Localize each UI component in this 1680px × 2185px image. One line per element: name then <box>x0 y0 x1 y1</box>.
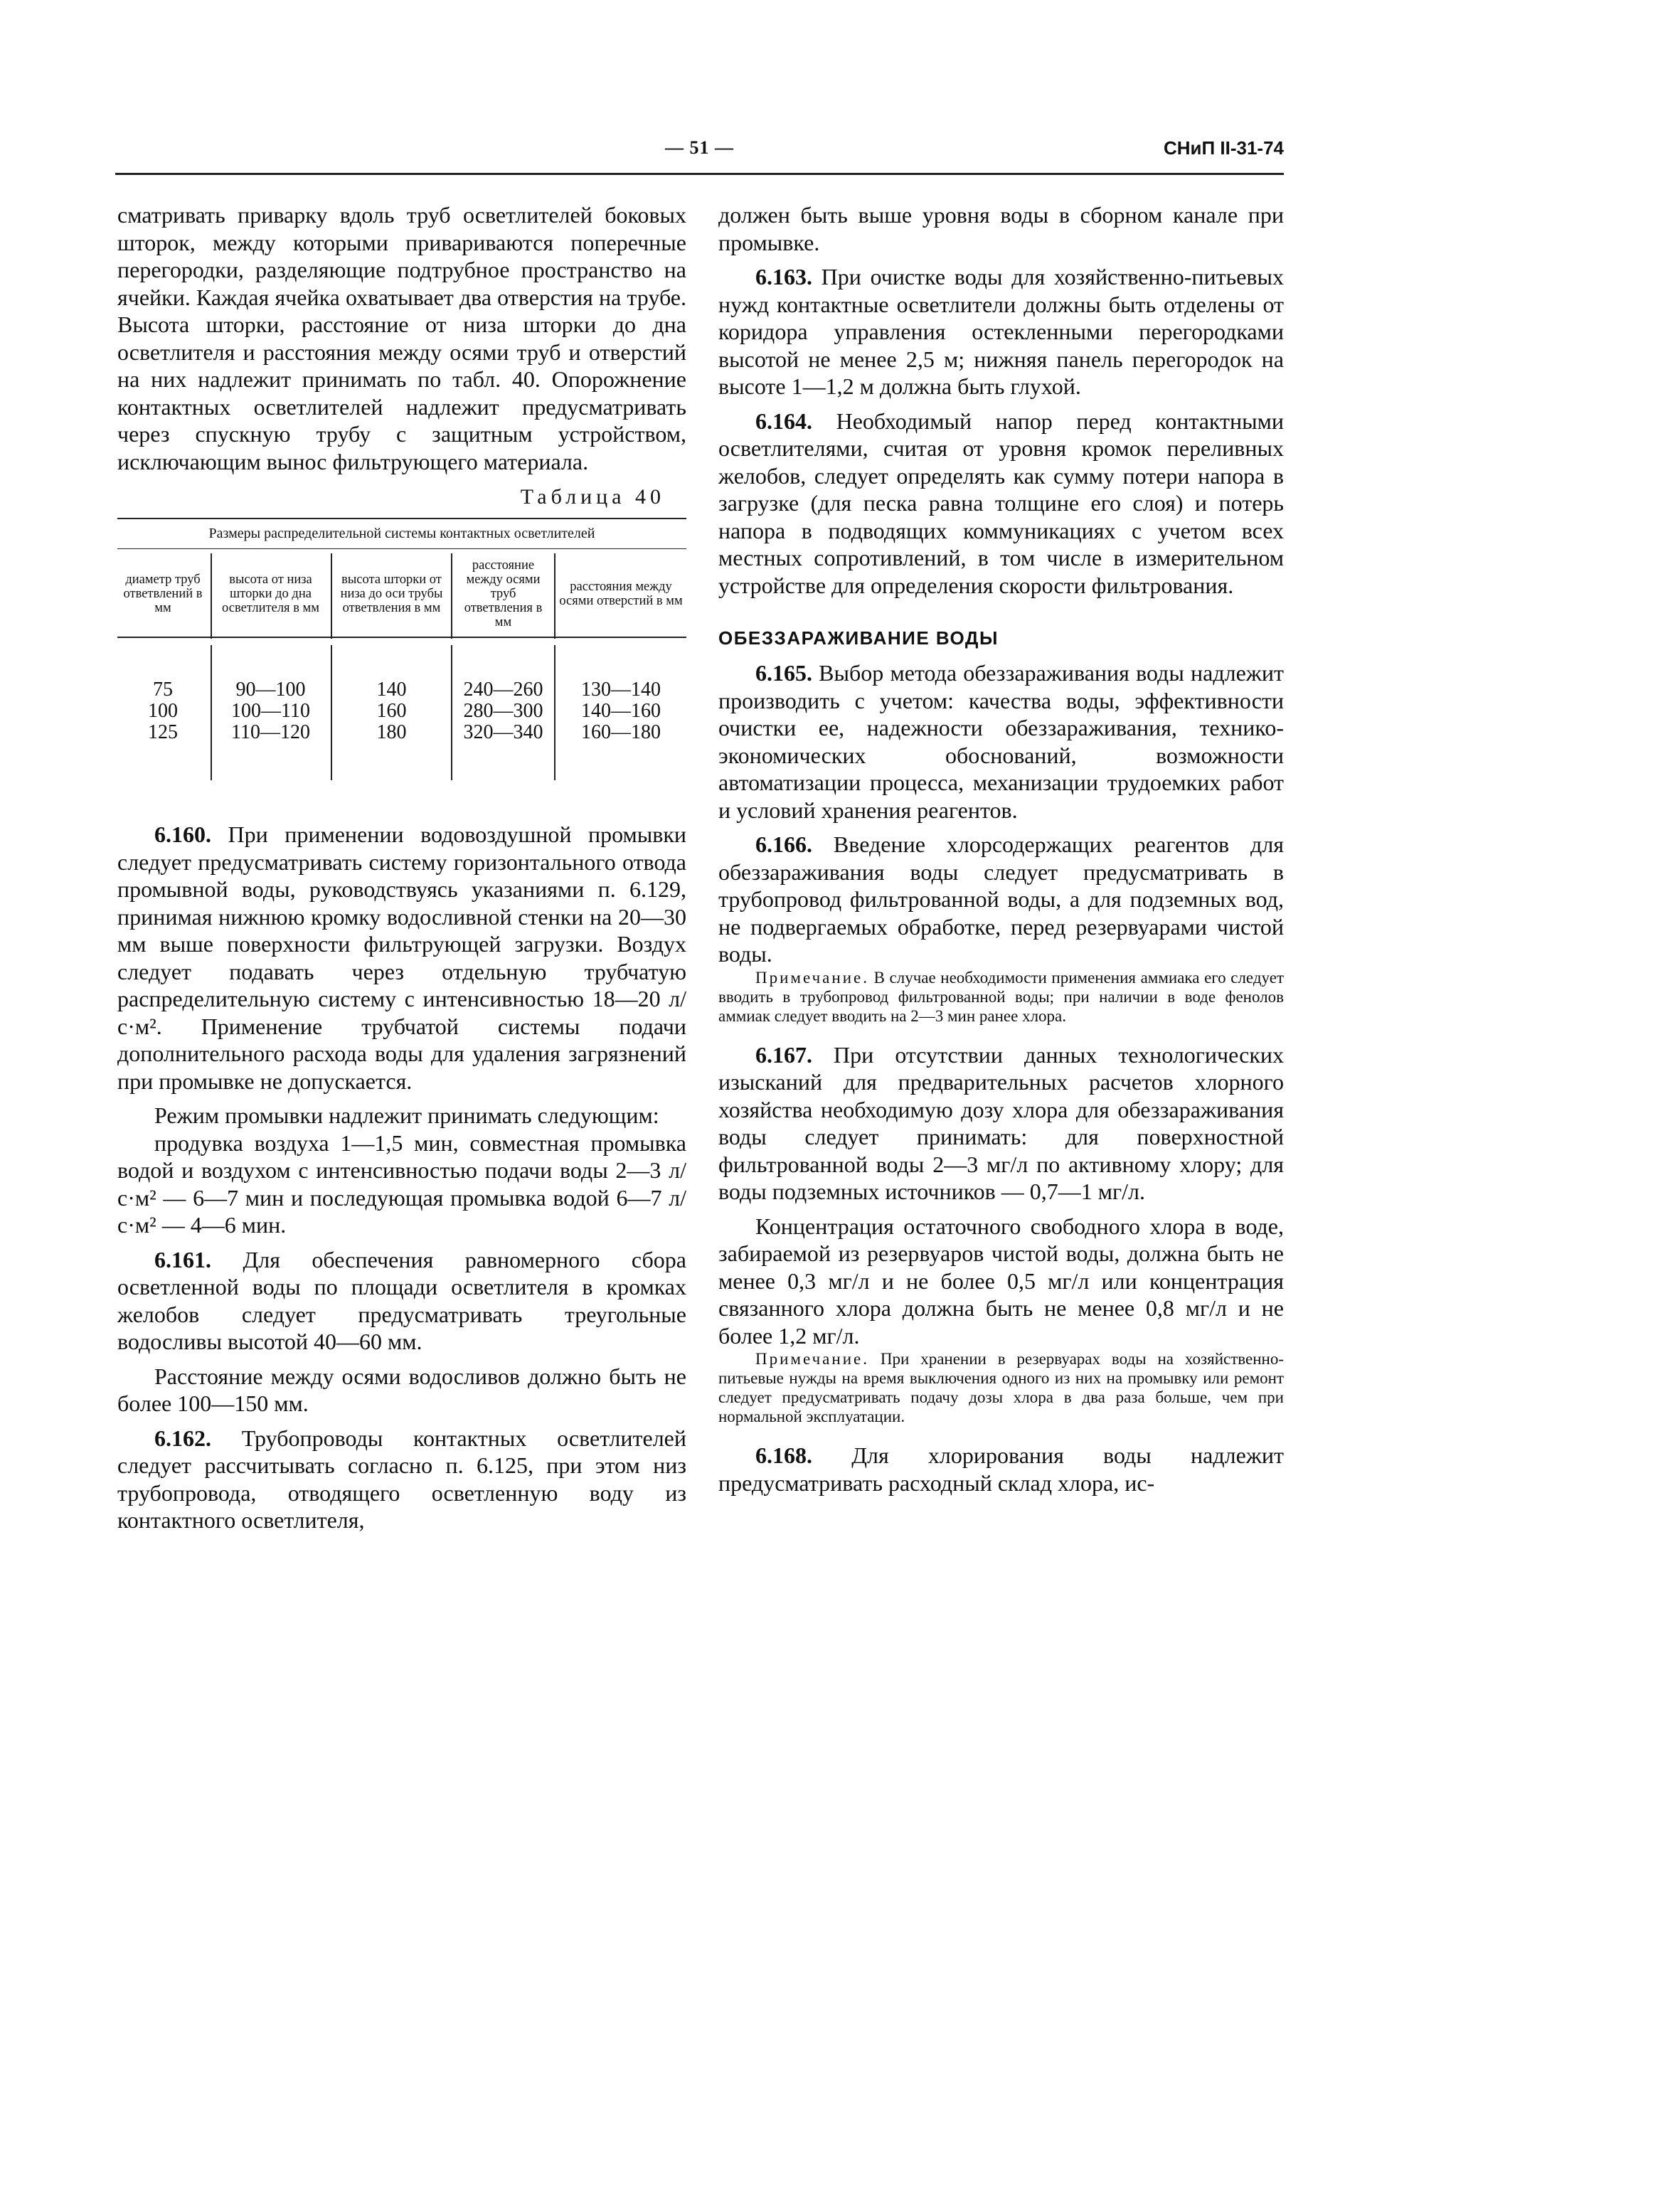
table-header-row <box>117 549 686 638</box>
paragraph-number: 6.164. <box>755 408 812 434</box>
paragraph-6-162 <box>117 1425 686 1534</box>
note-ammonia <box>718 968 1284 1026</box>
table-column-divider <box>331 553 332 639</box>
section-heading: ОБЕЗЗАРАЖИВАНИЕ ВОДЫ <box>718 627 999 649</box>
paragraph-number: 6.160. <box>154 822 211 847</box>
paragraph-text: При применении водовоздушной промывки следует предусматривать систему горизонтального отвода промывной воды, руководствуясь указаниями п. 6.129, принимая нижнюю кромку водосливной стенки на 20—30 мм выше поверхности фильтрующей загрузки. Воздух следует подавать через отдельную трубчатую распределительную систему с интенсивностью 18—20 л/с·м². Применение трубчатой системы подачи дополнительного расхода воды для удаления загрязнений при промывке не допускается. <box>117 822 686 1094</box>
table-header-cell: высота от низа шторки до дна осветлителя в мм <box>222 572 319 615</box>
table-cell: 140—160 <box>581 700 661 722</box>
table-40 <box>117 518 686 805</box>
table-column-divider <box>451 553 452 639</box>
left-column <box>117 201 686 1534</box>
table-caption: Размеры распределительной системы контактных осветлителей <box>117 518 686 549</box>
table-cell: 280—300 <box>463 700 543 722</box>
table-column-height-from-bottom <box>212 679 329 743</box>
continuation-paragraph: должен быть выше уровня воды в сборном канале при промывке. <box>718 202 1284 255</box>
table-body <box>117 638 686 805</box>
table-cell: 320—340 <box>463 721 543 743</box>
table-column-hole-spacing <box>555 679 686 743</box>
table-column-divider <box>331 645 332 780</box>
note-text: При хранении в резервуарах воды на хозяйственно-питьевые нужды на время выключения одного из них на промывку или ремонт следует предусматривать подачу дозы хлора в два раза больше, чем при нормальной эксплуатации. <box>718 1350 1284 1425</box>
paragraph-number: 6.161. <box>154 1246 211 1272</box>
paragraph-regime-detail: продувка воздуха 1—1,5 мин, совместная промывка водой и воздухом с интенсивностью подачи воды 2—3 л/с·м² — 6—7 мин и последующая промывка водой 6—7 л/с·м² — 4—6 мин. <box>117 1129 686 1238</box>
page-header <box>115 137 1284 166</box>
table-cell: 100—110 <box>231 700 310 722</box>
table-column-diameter <box>117 679 208 743</box>
paragraph-text: Для обеспечения равномерного сбора осветленной воды по площади осветлителя в кромках желобов следует предусматривать треугольные водосливы высотой 40—60 мм. <box>117 1246 686 1354</box>
table-column-pipe-spacing <box>452 679 554 743</box>
table-cell: 130—140 <box>581 679 661 701</box>
table-cell: 180 <box>376 721 407 743</box>
note-label: Примечание. <box>755 1350 869 1368</box>
paragraph-number: 6.167. <box>755 1041 812 1068</box>
table-cell: 160 <box>376 700 407 722</box>
paragraph-number: 6.168. <box>755 1442 812 1468</box>
table-header-cell: расстояние между осями труб ответвления в мм <box>464 558 543 629</box>
paragraph-distance: Расстояние между осями водосливов должно быть не более 100—150 мм. <box>117 1363 686 1416</box>
paragraph-number: 6.163. <box>755 264 812 289</box>
paragraph-regime: Режим промывки надлежит принимать следующим: <box>154 1102 659 1128</box>
paragraph-6-168 <box>718 1442 1284 1496</box>
paragraph-number: 6.165. <box>755 660 812 686</box>
paragraph-number: 6.166. <box>755 831 812 857</box>
paragraph-text: При отсутствии данных технологических изысканий для предварительных расчетов хлорного хозяйства необходимую дозу хлора для обеззараживания воды следует принимать: для поверхностной фильтрованной воды 2—3 мг/л по активному хлору; для воды подземных источников — 0,7—1 мг/л. <box>718 1041 1284 1204</box>
paragraph-6-167 <box>718 1041 1284 1206</box>
paragraph-concentration: Концентрация остаточного свободного хлора в воде, забираемой из резервуаров чистой воды, должна быть не менее 0,3 мг/л и не более 0,5 мг/л или концентрация связанного хлора должна быть не менее 0,8 мг/л и не более 1,2 мг/л. <box>718 1213 1284 1349</box>
header-divider <box>115 173 1284 175</box>
paragraph-text: Выбор метода обеззараживания воды надлежит производить с учетом: качества воды, эффективности очистки ее, надежности обеззараживания, технико-экономических обоснований, возможности автоматизации процесса, механизации трудоемких работ и условий хранения реагентов. <box>718 660 1284 823</box>
paragraph-6-161 <box>117 1246 686 1356</box>
table-header-cell: расстояния между осями отверстий в мм <box>559 579 683 608</box>
note-text: В случае необходимости применения аммиака его следует вводить в трубопровод фильтрованной воды; при наличии в воде фенолов аммиак следует вводить на 2—3 мин ранее хлора. <box>718 968 1284 1025</box>
paragraph-text: Необходимый напор перед контактными осветлителями, считая от уровня кромок переливных желобов, следует определять как сумму потери напора в загрузке (для песка равна толщине его слоя) и потерь напора в подводящих коммуникациях с учетом всех местных сопротивлений, в том числе в измерительном устройстве для определения скорости фильтрования. <box>718 408 1284 598</box>
table-cell: 125 <box>148 721 178 743</box>
table-cell: 100 <box>148 700 178 722</box>
table-cell: 75 <box>153 679 173 701</box>
paragraph-6-166 <box>718 831 1284 968</box>
paragraph-6-163 <box>718 263 1284 400</box>
document-code: СНиП II-31-74 <box>1163 137 1284 159</box>
note-label: Примечание. <box>755 968 869 987</box>
table-cell: 110—120 <box>231 721 310 743</box>
paragraph-text: Трубопроводы контактных осветлителей следует рассчитывать согласно п. 6.125, при этом низ трубопровода, отводящего осветленную воду из контактного осветлителя, <box>117 1425 686 1533</box>
paragraph-text: Введение хлорсодержащих реагентов для обеззараживания воды следует предусматривать в трубопровод фильтрованной воды, а для подземных вод, не подвергаемых обработке, перед резервуарами чистой воды. <box>718 831 1284 967</box>
paragraph-text: При очистке воды для хозяйственно-питьевых нужд контактные осветлители должны быть отделены от коридора управления остекленными перегородками высотой не менее 2,5 м; нижняя панель перегородок на высоте 1—1,2 м должна быть глухой. <box>718 264 1284 399</box>
table-header-cell: высота шторки от низа до оси трубы ответвления в мм <box>340 572 443 615</box>
intro-paragraph: сматривать приварку вдоль труб осветлителей боковых шторок, между которыми привариваются поперечные перегородки, разделяющие подтрубное пространство на ячейки. Каждая ячейка охватывает два отверстия на трубе. Высота шторки, расстояние от низа шторки до дна осветлителя и расстояния между осями труб и отверстий на них надлежит принимать по табл. 40. Опорожнение контактных осветлителей надлежит предусматривать через спускную трубу с защитным устройством, исключающим вынос фильтрующего материала. <box>117 202 686 474</box>
table-column-divider <box>211 553 212 639</box>
table-column-divider <box>554 553 555 639</box>
table-cell: 140 <box>376 679 407 701</box>
paragraph-6-160 <box>117 821 686 1095</box>
paragraph-6-165 <box>718 659 1284 824</box>
table-cell: 160—180 <box>581 721 661 743</box>
table-header-cell: диаметр труб ответвлений в мм <box>123 572 203 615</box>
right-column <box>718 201 1284 1496</box>
table-cell: 240—260 <box>463 679 543 701</box>
table-label: Таблица 40 <box>520 485 665 509</box>
page-number: — 51 — <box>665 137 734 158</box>
paragraph-6-164 <box>718 408 1284 600</box>
table-column-curtain-height <box>333 679 450 743</box>
note-reservoirs <box>718 1349 1284 1426</box>
paragraph-text: Для хлорирования воды надлежит предусматривать расходный склад хлора, ис- <box>718 1442 1284 1496</box>
paragraph-number: 6.162. <box>154 1425 211 1451</box>
table-cell: 90—100 <box>235 679 306 701</box>
